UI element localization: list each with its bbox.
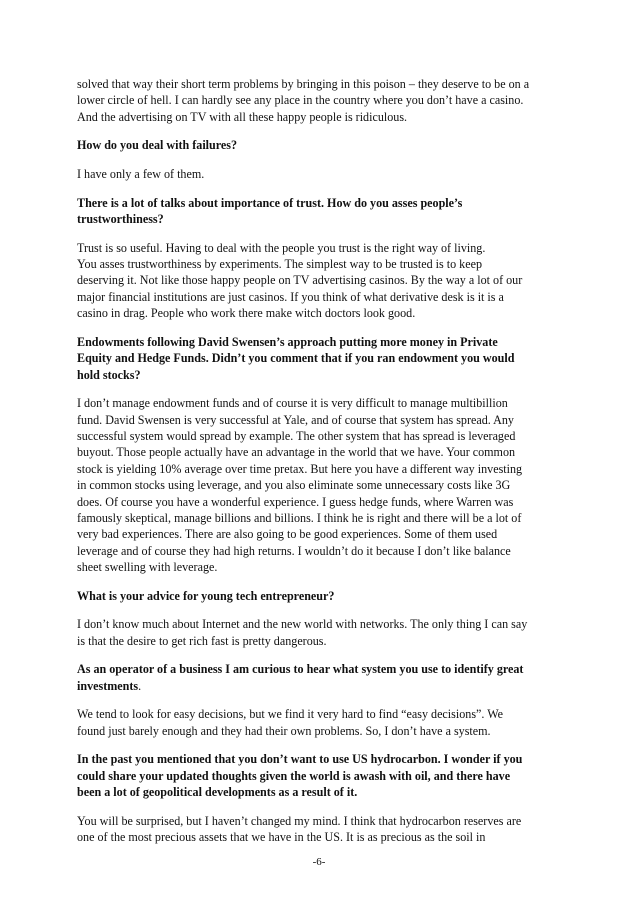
answer-paragraph — [77, 616, 568, 649]
page-number: -6- — [312, 856, 326, 868]
answer-paragraph — [77, 706, 568, 739]
question-paragraph — [77, 195, 568, 228]
text-line: one of the most precious assets that we have in the US. It is as precious as the soil in — [77, 830, 486, 845]
text-line: You asses trustworthiness by experiments. The simplest way to be trusted is to keep — [77, 257, 482, 271]
text-line: solved that way their short term problems by bringing in this poison – they deserve to be on a — [77, 77, 530, 91]
text-line: very bad experiences. There are also going to be good experiences. Some of them used — [77, 527, 498, 542]
text-line: stock is yielding 10% average over time pretax. But here you have a different way investing — [77, 461, 523, 476]
text-line: lower circle of hell. I can hardly see any place in the country where you don’t have a casino. — [77, 93, 524, 108]
answer-paragraph — [77, 76, 568, 125]
text-line-tail: . — [138, 678, 142, 693]
text-line: does. Of course you have a wonderful experience. I guess hedge funds, where Warren was — [77, 494, 514, 509]
answer-paragraph — [77, 166, 568, 182]
page-body — [77, 76, 568, 846]
text-line: What is your advice for young tech entrepreneur? — [77, 588, 335, 603]
text-line: found just barely enough and they had their own problems. So, I don’t have a system. — [77, 723, 491, 738]
text-line: You will be surprised, but I haven’t changed my mind. I think that hydrocarbon reserves are — [77, 813, 522, 828]
text-line: deserving it. Not like those happy people on TV advertising casinos. By the way a lot of our — [77, 273, 523, 288]
text-line: As an operator of a business I am curious to hear what system you use to identify great — [77, 662, 524, 677]
answer-paragraph — [77, 813, 568, 846]
question-paragraph — [77, 751, 568, 800]
question-paragraph — [77, 661, 568, 694]
text-line — [77, 678, 568, 694]
text-line: buyout. Those people actually have an advantage in the world that we have. Your common — [77, 445, 516, 460]
question-paragraph — [77, 137, 568, 153]
text-line: in common stocks using leverage, and you also eliminate some unnecessary costs like 3G — [77, 478, 511, 493]
answer-paragraph — [77, 395, 568, 575]
text-line: I don’t manage endowment funds and of course it is very difficult to manage multibillion — [77, 396, 508, 411]
text-line: In the past you mentioned that you don’t want to use US hydrocarbon. I wonder if you — [77, 752, 523, 767]
text-line: fund. David Swensen is very successful at Yale, and of course that system has spread. Any — [77, 412, 514, 427]
question-paragraph — [77, 334, 568, 383]
text-line: How do you deal with failures? — [77, 138, 238, 153]
text-line: There is a lot of talks about importance of trust. How do you asses people’s — [77, 195, 463, 210]
text-line: leverage and of course they had high returns. I wouldn’t do it because I don’t like balance — [77, 543, 511, 558]
text-line: trustworthiness? — [77, 212, 164, 226]
text-line: And the advertising on TV with all these happy people is ridiculous. — [77, 109, 408, 124]
text-line: could share your updated thoughts given the world is awash with oil, and there have — [77, 768, 511, 783]
text-line: I have only a few of them. — [77, 167, 205, 181]
text-line: successful system would spread by example. The other system that has spread is leveraged — [77, 429, 516, 444]
text-line: casino in drag. People who work there make witch doctors look good. — [77, 306, 416, 321]
text-line: is that the desire to get rich fast is pretty dangerous. — [77, 633, 327, 648]
text-line: We tend to look for easy decisions, but we find it very hard to find “easy decisions”. We — [77, 707, 504, 722]
answer-paragraph — [77, 240, 568, 322]
question-paragraph — [77, 588, 568, 604]
text-line: major financial institutions are just casinos. If you think of what derivative desk is it is a — [77, 289, 504, 304]
text-line: hold stocks? — [77, 367, 141, 382]
text-line: Trust is so useful. Having to deal with the people you trust is the right way of living. — [77, 240, 486, 255]
text-line: famously skeptical, manage billions and billions. I think he is right and there will be a lot of — [77, 511, 522, 526]
text-line-main: investments — [77, 678, 139, 693]
text-line: I don’t know much about Internet and the new world with networks. The only thing I can say — [77, 617, 528, 632]
text-line: sheet swelling with leverage. — [77, 560, 218, 575]
text-line: Equity and Hedge Funds. Didn’t you comment that if you ran endowment you would — [77, 351, 515, 366]
text-line: been a lot of geopolitical developments as a result of it. — [77, 785, 358, 800]
text-line: Endowments following David Swensen’s approach putting more money in Private — [77, 334, 498, 349]
